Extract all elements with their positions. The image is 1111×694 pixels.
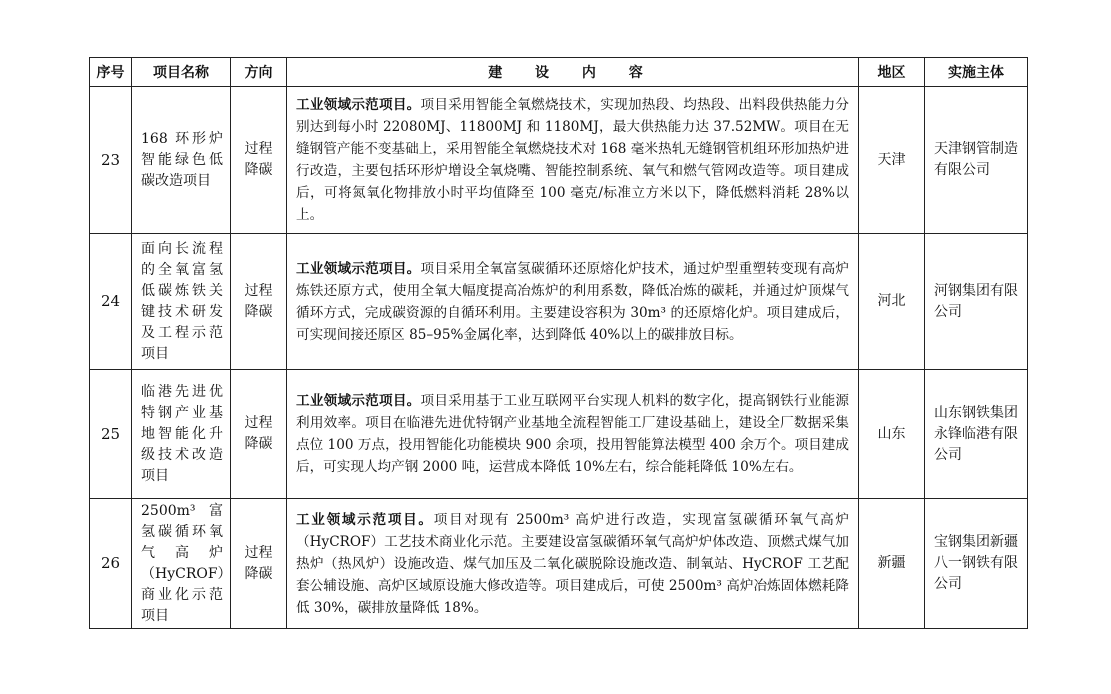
row-region: 新疆: [859, 499, 925, 629]
header-content: 建 设 内 容: [287, 58, 859, 87]
row-seq: 25: [90, 370, 132, 499]
row-org: 河钢集团有限公司: [925, 234, 1028, 370]
row-direction: [231, 234, 287, 370]
direction-line-1: 过程: [244, 282, 273, 299]
row-region: 河北: [859, 234, 925, 370]
row-direction: [231, 499, 287, 629]
row-content: [287, 87, 859, 234]
project-table: [89, 57, 1028, 629]
content-tag: 工业领域示范项目。: [296, 97, 421, 113]
row-region: 天津: [859, 87, 925, 234]
direction-line-1: 过程: [244, 415, 273, 431]
row-content: [287, 499, 859, 629]
row-region: 山东: [859, 370, 925, 499]
row-seq: 23: [90, 87, 132, 234]
header-seq: 序号: [90, 58, 132, 87]
content-body: 项目对现有 2500m³ 高炉进行改造，实现富氢碳循环氧气高炉（HyCROF）工艺技术商业化示范。主要建设富氢碳循环氧气高炉炉体改造、顶燃式煤气加热炉（热风炉）设施改造、煤气加压及二氧化碳脱除设施改造、制氧站、HyCROF 工艺配套公辅设施、高炉区域原设施大修改造等。项目建成后，可使 2500m³ 高炉冶炼固体燃耗降低 30%，碳排放量降低 18%。: [296, 511, 849, 616]
row-project-name: 168 环形炉智能绿色低碳改造项目: [132, 87, 231, 234]
row-org: 山东钢铁集团永锋临港有限公司: [925, 370, 1028, 499]
direction-line-2: 降碳: [244, 436, 273, 452]
header-org: 实施主体: [925, 58, 1028, 87]
header-name: 项目名称: [132, 58, 231, 87]
direction-line-1: 过程: [244, 141, 273, 157]
row-project-name: 临港先进优特钢产业基地智能化升级技术改造项目: [132, 370, 231, 499]
row-org: 宝钢集团新疆八一钢铁有限公司: [925, 499, 1028, 629]
content-tag: 工业领域示范项目。: [296, 260, 421, 277]
row-content: [287, 370, 859, 499]
row-direction: [231, 87, 287, 234]
row-seq: 26: [90, 499, 132, 629]
row-direction: [231, 370, 287, 499]
row-project-name: 面向长流程的全氧富氢低碳炼铁关键技术研发及工程示范项目: [132, 234, 231, 370]
table-row: [90, 87, 1028, 234]
direction-line-1: 过程: [244, 544, 273, 561]
table-row: [90, 499, 1028, 629]
content-body: 项目采用基于工业互联网平台实现人机料的数字化，提高钢铁行业能源利用效率。项目在临港先进优特钢产业基地全流程智能工厂建设基础上，建设全厂数据采集点位 100 万点，投用智能化功能模块 900 余项，投用智能算法模型 400 余万个。项目建成后，可实现人均产钢 2000 吨，运营成本降低 10%左右，综合能耗降低 10%左右。: [296, 393, 850, 475]
content-tag: 工业领域示范项目。: [296, 511, 434, 528]
table-header-row: [90, 58, 1028, 87]
header-region: 地区: [859, 58, 925, 87]
table-row: [90, 234, 1028, 370]
header-direction: 方向: [231, 58, 287, 87]
direction-line-2: 降碳: [244, 303, 273, 320]
table-row: [90, 370, 1028, 499]
content-tag: 工业领域示范项目。: [296, 393, 421, 409]
direction-line-2: 降碳: [244, 565, 273, 582]
row-content: [287, 234, 859, 370]
content-body: 项目采用全氧富氢碳循环还原熔化炉技术，通过炉型重塑转变现有高炉炼铁还原方式，使用全氧大幅度提高冶炼炉的利用系数，降低冶炼的碳耗，并通过炉顶煤气循环方式，完成碳资源的自循环利用。主要建设容积为 30m³ 的还原熔化炉。项目建成后，可实现间接还原区 85–95%金属化率，达到降低 40%以上的碳排放目标。: [296, 260, 850, 343]
row-org: 天津钢管制造有限公司: [925, 87, 1028, 234]
row-project-name: 2500m³ 富氢碳循环氧气高炉（HyCROF）商业化示范项目: [132, 499, 231, 629]
content-body: 项目采用智能全氧燃烧技术，实现加热段、均热段、出料段供热能力分别达到每小时 22080MJ、11800MJ 和 1180MJ，最大供热能力达 37.52MW。项目在无缝钢管产能不变基础上，采用智能全氧燃烧技术对 168 毫米热轧无缝钢管机组环形加热炉进行改造，主要包括环形炉增设全氧烧嘴、智能控制系统、氧气和燃气管网改造等。项目建成后，可将氮氧化物排放小时平均值降至 100 毫克/标准立方米以下，降低燃料消耗 28%以上。: [296, 97, 850, 223]
direction-line-2: 降碳: [244, 162, 273, 178]
row-seq: 24: [90, 234, 132, 370]
